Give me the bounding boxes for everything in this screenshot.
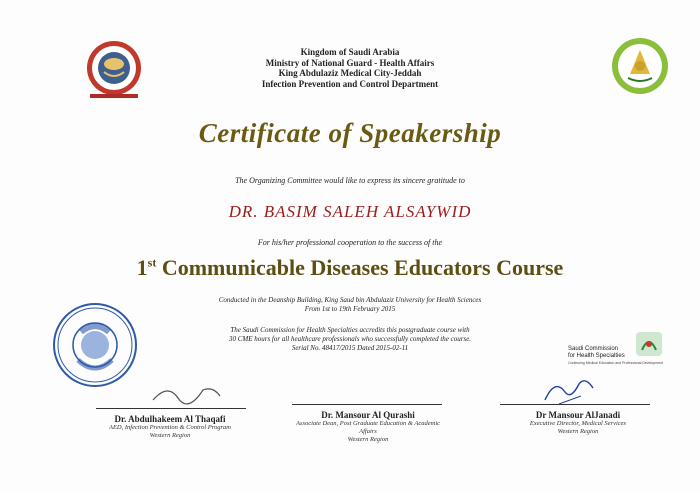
- issuer-header: [0, 47, 700, 89]
- venue-line: Conducted in the Deanship Building, King Saud bin Abdulaziz University for Health Sciences: [218, 296, 482, 304]
- signatory-2-role-2: Affairs: [359, 428, 377, 435]
- signatory-1-name: Dr. Abdulhakeem Al Thaqafi: [114, 414, 226, 424]
- signatory-2-name: Dr. Mansour Al Qurashi: [321, 410, 415, 420]
- signature-line-2: [292, 404, 442, 405]
- accreditation-line-3: Serial No. 48417/2015 Dated 2015-02-11: [291, 344, 409, 352]
- header-line-4: Infection Prevention and Control Department: [261, 78, 439, 89]
- scfhs-logo: [568, 330, 668, 374]
- signatory-3-role-2: Western Region: [557, 428, 599, 435]
- course-ordinal: 1: [136, 255, 148, 280]
- course-title: Communicable Diseases Educators Course: [161, 255, 564, 280]
- header-line-2: Ministry of National Guard - Health Affairs: [265, 57, 435, 68]
- academic-affairs-seal: [52, 302, 138, 388]
- signature-1-scribble: [148, 378, 228, 408]
- signatory-1-role-2: Western Region: [149, 432, 191, 439]
- cooperation-line: For his/her professional cooperation to the success of the: [257, 238, 443, 247]
- scfhs-name-2: for Health Specialties: [568, 353, 625, 359]
- header-line-3: King Abdulaziz Medical City-Jeddah: [278, 68, 422, 78]
- gratitude-line: The Organizing Committee would like to express its sincere gratitude to: [235, 176, 465, 185]
- signature-line-3: [500, 404, 650, 405]
- scfhs-name-1: Saudi Commission: [568, 346, 619, 352]
- course-ordinal-suffix: st: [147, 255, 157, 270]
- signature-3-scribble: [535, 374, 605, 408]
- signatory-3-role-1: Executive Director, Medical Services: [529, 420, 627, 427]
- certificate-title: Certificate of Speakership: [198, 118, 502, 148]
- signatory-2: [280, 410, 456, 444]
- signatory-3: [490, 410, 666, 436]
- signatory-2-role-3: Western Region: [347, 436, 389, 443]
- recipient-name: DR. BASIM SALEH ALSAYWID: [228, 202, 472, 221]
- signatory-1: [80, 414, 260, 440]
- course-name: [0, 255, 700, 281]
- accreditation-line-2: 30 CME hours for all healthcare professionals who successfully completed the course.: [228, 335, 472, 343]
- scfhs-tagline: Continuing Medical Education and Professional Development: [568, 361, 663, 365]
- signature-line-1: [96, 408, 246, 409]
- signatory-3-name: Dr Mansour AlJanadi: [535, 410, 621, 420]
- header-line-1: Kingdom of Saudi Arabia: [300, 47, 400, 57]
- signatory-2-role-1: Associate Dean, Post Graduate Education & Academic: [295, 420, 441, 427]
- date-range: From 1st to 19th February 2015: [304, 305, 396, 313]
- signatory-1-role-1: AED, Infection Prevention & Control Program: [108, 424, 232, 431]
- accreditation-line-1: The Saudi Commission for Health Specialties accredits this postgraduate course with: [230, 326, 470, 334]
